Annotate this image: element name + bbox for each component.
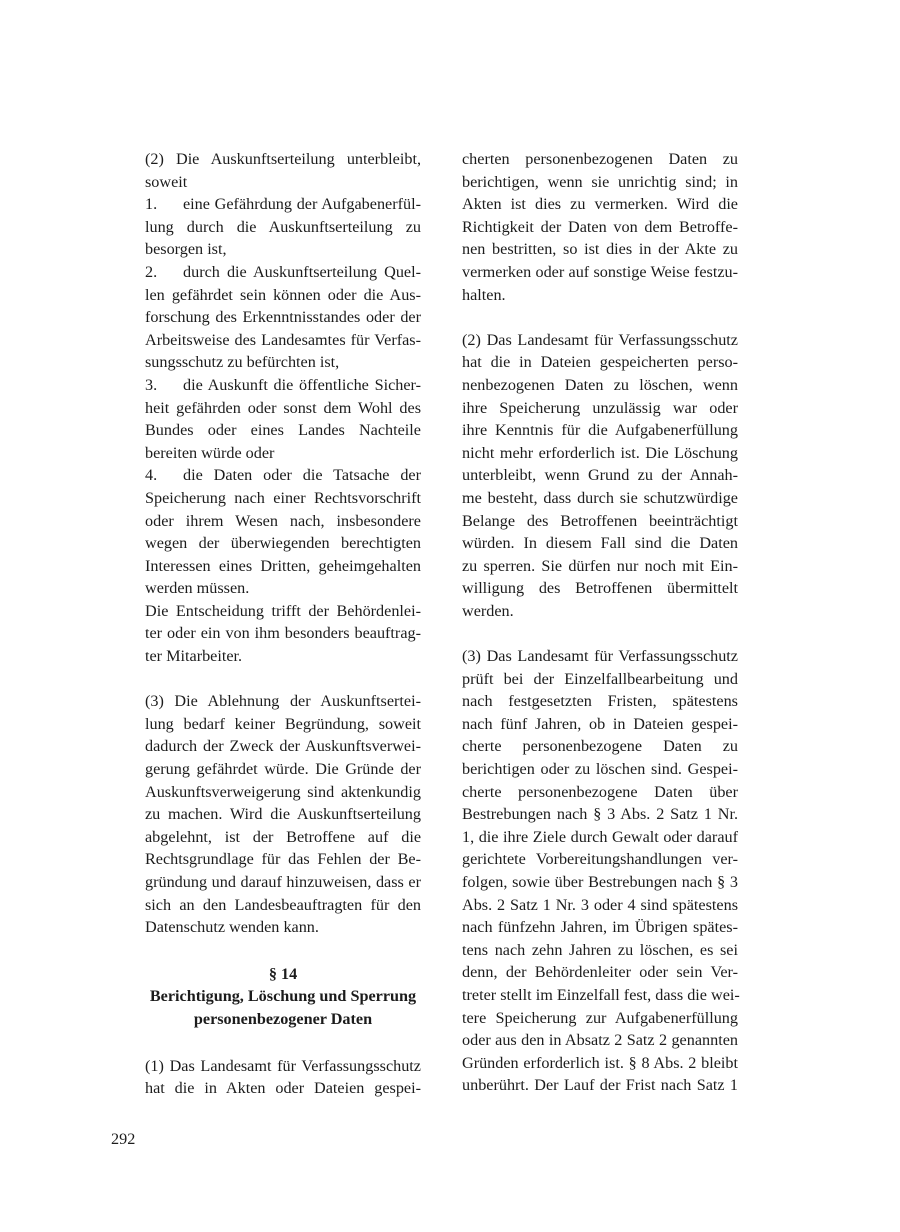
paragraph-gap (462, 622, 738, 645)
paragraph-gap (145, 668, 421, 691)
list-item (145, 261, 421, 374)
text-line (145, 261, 421, 284)
text-line: me besteht, dass durch sie schutzwürdige (462, 488, 738, 507)
text-line: Gründen erforderlich ist. § 8 Abs. 2 bleibt (462, 1053, 738, 1072)
text-line: berichtigen oder zu löschen sind. Gespei- (462, 760, 738, 779)
text-line: halten. (462, 285, 506, 304)
list-item (145, 193, 421, 261)
text-line: Bundes oder eines Landes Nachteile (145, 421, 421, 440)
text-line: nach fünf Jahren, ob in Dateien gespei- (462, 714, 738, 733)
text-line: gerung gefährdet würde. Die Gründe der (145, 760, 421, 779)
text-line: treter stellt im Einzelfall fest, dass die wei- (462, 985, 740, 1004)
text-line: Datenschutz wenden kann. (145, 918, 319, 937)
text-line: dadurch der Zweck der Auskunftsverwei- (145, 737, 421, 756)
text-line: Interessen eines Dritten, geheimgehalten (145, 556, 421, 575)
text-line: besorgen ist, (145, 240, 227, 259)
left-column (145, 148, 421, 1100)
right-column (462, 148, 738, 1097)
text-line: willigung des Betroffenen übermittelt (462, 579, 738, 598)
section-heading (145, 963, 421, 1031)
text-line: nicht mehr erforderlich ist. Die Löschung (462, 443, 738, 462)
item-text: eine Gefährdung der Aufgabenerfül- (183, 195, 421, 214)
text-line: (1) Das Landesamt für Verfassungsschutz (145, 1056, 421, 1075)
paragraph-gap (145, 939, 421, 963)
text-line: (3) Die Ablehnung der Auskunftsertei- (145, 692, 421, 711)
text-line: folgen, sowie über Bestrebungen nach § 3 (462, 873, 738, 891)
paragraph-3 (462, 645, 738, 1097)
text-line: berichtigen, wenn sie unrichtig sind; in (462, 172, 738, 191)
text-line: zu sperren. Sie dürfen nur noch mit Ein- (462, 556, 738, 575)
text-line: oder ihrem Wesen nach, insbesondere (145, 511, 421, 530)
text-line: hat die in Akten oder Dateien gespei- (145, 1079, 421, 1098)
item-text: die Auskunft die öffentliche Sicher- (183, 375, 421, 394)
decision-paragraph (145, 600, 421, 668)
text-line: nenbezogenen Daten zu löschen, wenn (462, 375, 738, 394)
text-line: cherten personenbezogenen Daten zu (462, 150, 738, 168)
text-line: unberührt. Der Lauf der Frist nach Satz 1 (462, 1076, 738, 1095)
text-line (145, 374, 421, 397)
text-line: Arbeitsweise des Landesamtes für Verfas- (145, 330, 421, 349)
text-line: lung durch die Auskunftserteilung zu (145, 217, 421, 236)
text-line: soweit (145, 172, 188, 191)
text-line: ihre Kenntnis für die Aufgabenerfüllung (462, 421, 738, 440)
text-line: unterbleibt, wenn Grund zu der Annah- (462, 466, 738, 485)
text-line: 1, die ihre Ziele durch Gewalt oder darauf (462, 827, 738, 846)
paragraph-gap (145, 1031, 421, 1055)
text-line: tere Speicherung zur Aufgabenerfüllung (462, 1008, 738, 1027)
text-line (145, 464, 421, 487)
text-line: lung bedarf keiner Begründung, soweit (145, 714, 421, 733)
item-text: die Daten oder die Tatsache der (183, 466, 421, 485)
text-line: cherte personenbezogene Daten zu (462, 737, 738, 756)
text-line: würden. In diesem Fall sind die Daten (462, 534, 738, 553)
item-number: 4. (145, 466, 158, 485)
text-line: denn, der Behördenleiter oder sein Ver- (462, 963, 738, 982)
text-line: len gefährdet sein können oder die Aus- (145, 285, 421, 304)
text-line: abgelehnt, ist der Betroffene auf die (145, 827, 421, 846)
text-line: zu machen. Wird die Auskunftserteilung (145, 805, 421, 824)
text-line: ter oder ein von ihm besonders beauftrag- (145, 624, 421, 643)
text-line: Rechtsgrundlage für das Fehlen der Be- (145, 850, 421, 869)
text-line: werden. (462, 601, 514, 620)
paragraph-2 (462, 329, 738, 623)
paragraph-gap (462, 306, 738, 329)
text-line: Speicherung nach einer Rechtsvorschrift (145, 488, 421, 507)
page-number: 292 (111, 1130, 136, 1148)
section-title: Berichtigung, Löschung und Sperrung (149, 987, 417, 1006)
text-line: Die Entscheidung trifft der Behördenlei- (145, 601, 421, 620)
text-line: (2) Das Landesamt für Verfassungsschutz (462, 330, 738, 349)
text-line: forschung des Erkenntnisstandes oder der (145, 308, 421, 327)
text-line: wegen der überwiegenden berechtigten (145, 534, 421, 553)
text-line: heit gefährden oder sonst dem Wohl des (145, 398, 421, 417)
item-text: durch die Auskunftserteilung Quel- (183, 262, 421, 281)
text-line: cherte personenbezogene Daten über (462, 782, 738, 801)
text-line: (3) Das Landesamt für Verfassungsschutz (462, 647, 738, 666)
text-line: Akten ist dies zu vermerken. Wird die (462, 195, 738, 214)
text-line: ter Mitarbeiter. (145, 647, 243, 666)
list-item (145, 464, 421, 600)
item-number: 1. (145, 195, 158, 214)
text-line: nach festgesetzten Fristen, spätestens (462, 692, 738, 711)
item-number: 2. (145, 262, 158, 281)
list-item (145, 374, 421, 464)
section-title: personenbezogener Daten (193, 1009, 373, 1028)
text-line: tens nach zehn Jahren zu löschen, es sei (462, 940, 738, 959)
text-line: sungsschutz zu befürchten ist, (145, 353, 340, 372)
text-line: gerichtete Vorbereitungshandlungen ver- (462, 850, 738, 869)
text-line: ihre Speicherung unzulässig war oder (462, 398, 738, 417)
text-line: vermerken oder auf sonstige Weise festzu- (462, 262, 738, 281)
text-line: prüft bei der Einzelfallbearbeitung und (462, 669, 738, 688)
text-line: nach fünfzehn Jahren, im Übrigen spätes- (462, 918, 738, 937)
text-line: sich an den Landesbeauftragten für den (145, 895, 421, 914)
text-line: Bestrebungen nach § 3 Abs. 2 Satz 1 Nr. (462, 805, 738, 824)
text-line: werden müssen. (145, 579, 250, 598)
text-line: bereiten würde oder (145, 443, 275, 462)
text-line: Belange des Betroffenen beeinträchtigt (462, 511, 738, 530)
text-line: hat die in Dateien gespeicherten perso- (462, 353, 738, 372)
section-number: § 14 (268, 964, 298, 983)
text-line: gründung und darauf hinzuweisen, dass er (145, 873, 421, 891)
paragraph-2-intro (145, 148, 421, 193)
text-line (145, 193, 421, 216)
text-line: nen bestritten, so ist dies in der Akte zu (462, 240, 738, 259)
text-line: Auskunftsverweigerung sind aktenkundig (145, 782, 421, 801)
paragraph-3 (145, 690, 421, 939)
text-line: (2) Die Auskunftserteilung unterbleibt, (145, 150, 421, 168)
text-line: oder aus den in Absatz 2 Satz 2 genannten (462, 1031, 738, 1050)
text-line: Richtigkeit der Daten von dem Betroffe- (462, 217, 738, 236)
paragraph-1 (145, 1055, 421, 1100)
text-line: Abs. 2 Satz 1 Nr. 3 oder 4 sind spätestens (462, 895, 738, 914)
item-number: 3. (145, 375, 158, 394)
paragraph-1-continued (462, 148, 738, 306)
